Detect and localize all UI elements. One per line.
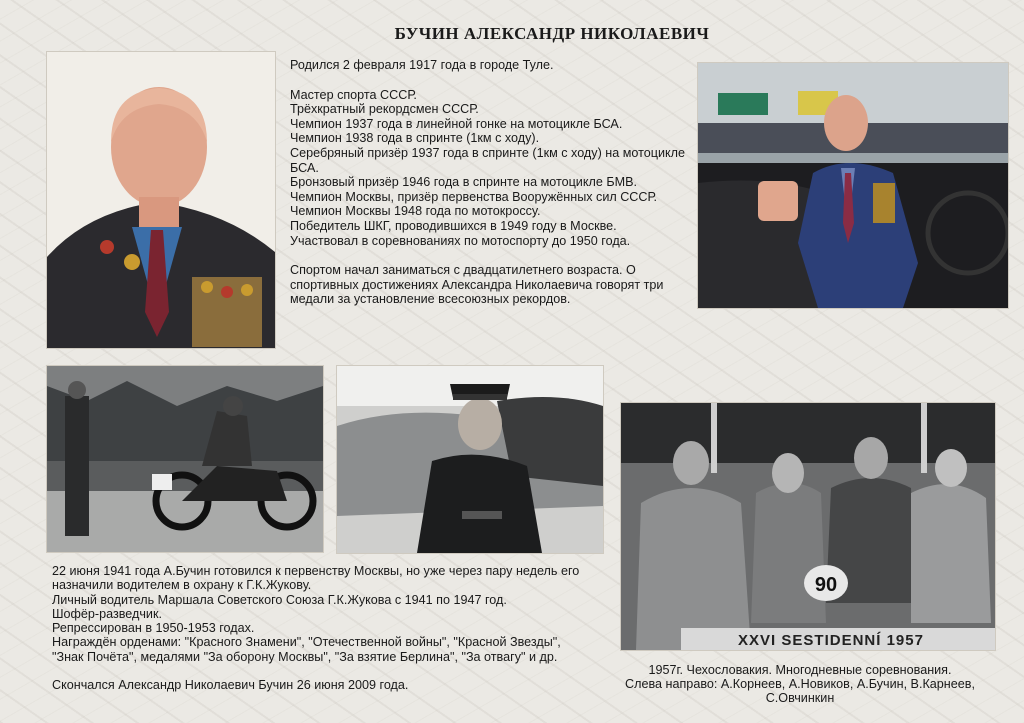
page-title: БУЧИН АЛЕКСАНДР НИКОЛАЕВИЧ bbox=[394, 24, 710, 43]
caption-line: С.Овчинкин bbox=[765, 691, 835, 706]
caption-line: 1957г. Чехословакия. Многодневные соревнования. bbox=[648, 663, 952, 677]
motorcycle-race-photo bbox=[47, 366, 323, 552]
caption-line: Личный водитель Маршала Советского Союза Г.К.Жукова с 1941 по 1947 год. bbox=[52, 592, 507, 607]
war-years-caption bbox=[52, 564, 592, 692]
race-number-plate: 90 bbox=[814, 574, 838, 596]
achievement-item: Бронзовый призёр 1946 года в спринте на мотоцикле БМВ. bbox=[290, 175, 637, 190]
achievement-item: Чемпион Москвы 1948 года по мотокроссу. bbox=[290, 204, 541, 219]
caption-line: Репрессирован в 1950-1953 годах. bbox=[52, 621, 255, 636]
achievement-item: Серебряный призёр 1937 года в спринте (1км с ходу) на мотоцикле БСА. bbox=[290, 145, 685, 175]
birth-line: Родился 2 февраля 1917 года в городе Туле. bbox=[290, 58, 554, 72]
achievement-item: Мастер спорта СССР. bbox=[290, 87, 417, 102]
achievement-item: Чемпион Москвы, призёр первенства Вооружённых сил СССР. bbox=[290, 189, 658, 204]
team-1957-photo bbox=[621, 403, 995, 650]
portrait-photo bbox=[47, 52, 275, 348]
car-exhibition-photo bbox=[698, 63, 1008, 308]
caption-line: Шофёр-разведчик. bbox=[52, 606, 162, 621]
sport-start-paragraph: Спортом начал заниматься с двадцатилетнего возраста. О спортивных достижениях Александра Николаевича говорят три медали за установление всесоюзных рекордов. bbox=[290, 263, 664, 307]
biography-text bbox=[290, 58, 690, 307]
death-date-line: Скончался Александр Николаевич Бучин 26 июня 2009 года. bbox=[52, 678, 409, 693]
achievement-item: Участвовал в соревнованиях по мотоспорту до 1950 года. bbox=[290, 233, 631, 248]
achievement-item: Чемпион 1938 года в спринте (1км с ходу). bbox=[290, 131, 540, 146]
achievement-item: Победитель ШКГ, проводившихся в 1949 году в Москве. bbox=[290, 218, 617, 233]
achievement-item: Чемпион 1937 года в линейной гонке на мотоцикле БСА. bbox=[290, 116, 623, 131]
event-banner-text: XXVI SESTIDENNÍ 1957 bbox=[738, 632, 924, 649]
soldier-car-photo bbox=[337, 366, 603, 553]
caption-line: Слева направо: А.Корнеев, А.Новиков, А.Бучин, В.Карнеев, bbox=[625, 677, 975, 692]
team-photo-caption bbox=[580, 663, 1020, 706]
caption-line: 22 июня 1941 года А.Бучин готовился к первенству Москвы, но уже через пару недель его назначили водителем в охрану к Г.К.Жукову. bbox=[52, 564, 580, 593]
achievement-item: Трёхкратный рекордсмен СССР. bbox=[290, 102, 479, 117]
caption-line: Награждён орденами: "Красного Знамени", "Отечественной войны", "Красной Звезды", "Знак Почёта", медалями "За оборону Москвы", "За взятие Берлина", "За отвагу" и др. bbox=[52, 635, 561, 664]
